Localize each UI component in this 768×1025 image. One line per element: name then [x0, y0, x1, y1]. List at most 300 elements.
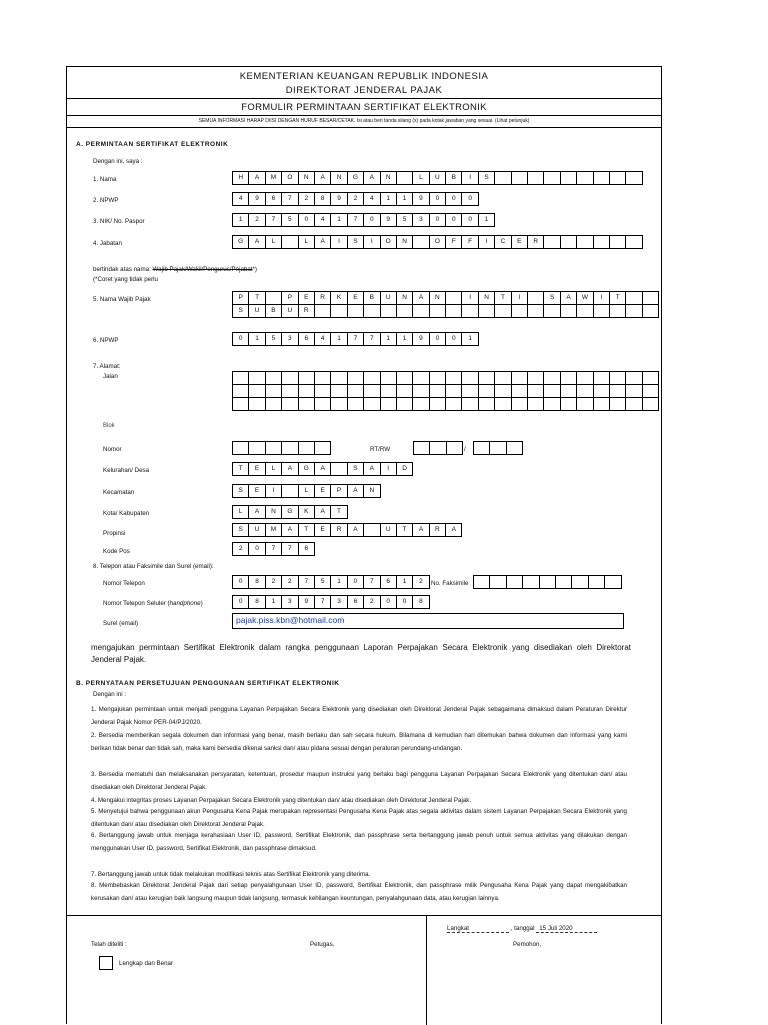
char-box[interactable]: 0	[232, 595, 249, 609]
char-box[interactable]	[539, 575, 556, 589]
char-box[interactable]: L	[232, 505, 249, 519]
char-box[interactable]	[593, 235, 610, 249]
char-box[interactable]	[248, 384, 265, 398]
char-box[interactable]	[281, 235, 298, 249]
char-box[interactable]: 3	[330, 595, 347, 609]
char-box[interactable]: 6	[265, 192, 282, 206]
char-box[interactable]: O	[281, 171, 298, 185]
char-box[interactable]	[560, 171, 577, 185]
char-box[interactable]: 2	[298, 192, 315, 206]
char-box[interactable]	[527, 371, 544, 385]
char-box[interactable]	[588, 575, 605, 589]
char-box[interactable]: L	[298, 235, 315, 249]
char-box[interactable]: N	[265, 505, 282, 519]
char-box[interactable]: 1	[330, 332, 347, 346]
char-box[interactable]	[642, 371, 659, 385]
char-box[interactable]: F	[461, 235, 478, 249]
char-box[interactable]: 7	[347, 332, 364, 346]
char-box[interactable]: A	[347, 484, 364, 498]
char-box[interactable]: E	[314, 523, 331, 537]
char-box[interactable]	[494, 371, 511, 385]
char-box[interactable]	[363, 304, 380, 318]
char-box[interactable]	[265, 384, 282, 398]
char-box[interactable]: E	[248, 462, 265, 476]
char-box[interactable]: 1	[265, 595, 282, 609]
char-box[interactable]	[543, 235, 560, 249]
char-box[interactable]: 7	[314, 595, 331, 609]
char-box[interactable]	[593, 384, 610, 398]
char-box[interactable]	[527, 397, 544, 411]
char-box[interactable]	[363, 384, 380, 398]
char-box[interactable]: T	[609, 291, 626, 305]
char-box[interactable]	[396, 171, 413, 185]
char-box[interactable]: 0	[232, 575, 249, 589]
char-box[interactable]: 0	[232, 332, 249, 346]
char-box[interactable]	[363, 397, 380, 411]
char-box[interactable]	[314, 304, 331, 318]
char-box[interactable]: G	[347, 171, 364, 185]
char-box[interactable]	[281, 484, 298, 498]
char-box[interactable]: 9	[330, 192, 347, 206]
char-box[interactable]	[330, 371, 347, 385]
char-box[interactable]: 9	[298, 595, 315, 609]
char-box[interactable]: N	[363, 484, 380, 498]
char-box[interactable]	[445, 371, 462, 385]
char-box[interactable]: N	[380, 171, 397, 185]
char-box[interactable]	[412, 371, 429, 385]
char-box[interactable]	[330, 304, 347, 318]
char-box[interactable]: S	[232, 484, 249, 498]
char-box[interactable]: 5	[281, 213, 298, 227]
char-box[interactable]: E	[511, 235, 528, 249]
npwp-field[interactable]	[232, 192, 478, 206]
char-box[interactable]	[314, 441, 331, 455]
char-box[interactable]: 6	[380, 575, 397, 589]
char-box[interactable]	[576, 235, 593, 249]
char-box[interactable]: 0	[429, 192, 446, 206]
char-box[interactable]: R	[314, 291, 331, 305]
faksimile-field[interactable]	[473, 575, 621, 589]
char-box[interactable]: 1	[380, 192, 397, 206]
email-field[interactable]: pajak.piss.kbn@hotmail.com	[232, 613, 624, 629]
char-box[interactable]	[560, 371, 577, 385]
char-box[interactable]	[314, 371, 331, 385]
char-box[interactable]: U	[380, 523, 397, 537]
char-box[interactable]: 7	[265, 542, 282, 556]
char-box[interactable]	[330, 397, 347, 411]
char-box[interactable]: 2	[363, 595, 380, 609]
char-box[interactable]: I	[380, 462, 397, 476]
char-box[interactable]: N	[396, 235, 413, 249]
char-box[interactable]	[527, 304, 544, 318]
char-box[interactable]: L	[265, 462, 282, 476]
char-box[interactable]	[625, 371, 642, 385]
char-box[interactable]: F	[445, 235, 462, 249]
char-box[interactable]	[380, 304, 397, 318]
kecamatan-field[interactable]	[232, 484, 380, 498]
char-box[interactable]	[314, 397, 331, 411]
char-box[interactable]: R	[527, 235, 544, 249]
char-box[interactable]	[347, 304, 364, 318]
char-box[interactable]	[445, 304, 462, 318]
char-box[interactable]	[429, 371, 446, 385]
seluler-field[interactable]	[232, 595, 429, 609]
char-box[interactable]: 9	[248, 192, 265, 206]
char-box[interactable]: 8	[248, 595, 265, 609]
char-box[interactable]	[281, 384, 298, 398]
char-box[interactable]: 1	[461, 332, 478, 346]
char-box[interactable]: P	[232, 291, 249, 305]
char-box[interactable]	[396, 397, 413, 411]
char-box[interactable]	[281, 371, 298, 385]
char-box[interactable]	[478, 397, 495, 411]
char-box[interactable]: 7	[347, 213, 364, 227]
char-box[interactable]: B	[265, 304, 282, 318]
char-box[interactable]: 8	[314, 192, 331, 206]
char-box[interactable]: G	[281, 505, 298, 519]
char-box[interactable]	[281, 441, 298, 455]
char-box[interactable]	[642, 304, 659, 318]
char-box[interactable]	[461, 371, 478, 385]
char-box[interactable]	[527, 291, 544, 305]
char-box[interactable]: E	[248, 484, 265, 498]
char-box[interactable]	[265, 291, 282, 305]
char-box[interactable]	[478, 384, 495, 398]
char-box[interactable]	[494, 397, 511, 411]
char-box[interactable]	[330, 462, 347, 476]
char-box[interactable]: R	[298, 304, 315, 318]
char-box[interactable]	[363, 523, 380, 537]
char-box[interactable]: 1	[330, 213, 347, 227]
char-box[interactable]: W	[576, 291, 593, 305]
kelurahan-field[interactable]	[232, 462, 412, 476]
char-box[interactable]: T	[330, 505, 347, 519]
char-box[interactable]	[473, 575, 490, 589]
propinsi-field[interactable]	[232, 523, 461, 537]
char-box[interactable]	[543, 304, 560, 318]
char-box[interactable]: 8	[248, 575, 265, 589]
char-box[interactable]	[248, 371, 265, 385]
char-box[interactable]: 0	[429, 213, 446, 227]
char-box[interactable]	[560, 235, 577, 249]
char-box[interactable]: S	[347, 235, 364, 249]
jalan-field-row1[interactable]	[232, 371, 658, 385]
char-box[interactable]: 9	[412, 332, 429, 346]
char-box[interactable]	[511, 304, 528, 318]
char-box[interactable]	[445, 397, 462, 411]
char-box[interactable]	[625, 304, 642, 318]
char-box[interactable]	[560, 397, 577, 411]
char-box[interactable]: L	[265, 235, 282, 249]
char-box[interactable]: H	[232, 171, 249, 185]
kota-field[interactable]	[232, 505, 347, 519]
char-box[interactable]: 0	[461, 213, 478, 227]
char-box[interactable]: A	[314, 462, 331, 476]
char-box[interactable]	[576, 304, 593, 318]
char-box[interactable]: 1	[396, 192, 413, 206]
char-box[interactable]	[473, 441, 490, 455]
char-box[interactable]: U	[429, 171, 446, 185]
char-box[interactable]	[363, 371, 380, 385]
char-box[interactable]: A	[314, 505, 331, 519]
char-box[interactable]: 1	[248, 332, 265, 346]
char-box[interactable]: S	[232, 304, 249, 318]
char-box[interactable]: 7	[281, 192, 298, 206]
char-box[interactable]	[298, 384, 315, 398]
char-box[interactable]	[461, 304, 478, 318]
char-box[interactable]: U	[281, 304, 298, 318]
char-box[interactable]: R	[330, 523, 347, 537]
char-box[interactable]: 9	[380, 213, 397, 227]
char-box[interactable]: I	[593, 291, 610, 305]
char-box[interactable]	[248, 441, 265, 455]
char-box[interactable]: E	[298, 291, 315, 305]
char-box[interactable]	[571, 575, 588, 589]
char-box[interactable]: S	[478, 171, 495, 185]
char-box[interactable]	[609, 397, 626, 411]
char-box[interactable]: N	[298, 171, 315, 185]
char-box[interactable]	[527, 171, 544, 185]
char-box[interactable]	[461, 397, 478, 411]
char-box[interactable]	[494, 384, 511, 398]
char-box[interactable]: I	[478, 235, 495, 249]
char-box[interactable]	[429, 397, 446, 411]
char-box[interactable]: N	[330, 171, 347, 185]
char-box[interactable]	[489, 575, 506, 589]
char-box[interactable]	[625, 235, 642, 249]
char-box[interactable]	[265, 441, 282, 455]
char-box[interactable]	[232, 384, 249, 398]
char-box[interactable]: I	[363, 235, 380, 249]
char-box[interactable]	[461, 384, 478, 398]
char-box[interactable]: I	[265, 484, 282, 498]
char-box[interactable]: L	[412, 171, 429, 185]
char-box[interactable]	[543, 397, 560, 411]
char-box[interactable]: A	[281, 523, 298, 537]
char-box[interactable]	[543, 171, 560, 185]
char-box[interactable]	[609, 235, 626, 249]
char-box[interactable]: T	[396, 523, 413, 537]
char-box[interactable]: A	[314, 171, 331, 185]
char-box[interactable]	[555, 575, 572, 589]
char-box[interactable]	[380, 384, 397, 398]
char-box[interactable]	[412, 397, 429, 411]
char-box[interactable]: L	[298, 484, 315, 498]
char-box[interactable]: A	[248, 235, 265, 249]
char-box[interactable]	[593, 397, 610, 411]
char-box[interactable]: 2	[347, 192, 364, 206]
char-box[interactable]	[576, 171, 593, 185]
char-box[interactable]	[609, 371, 626, 385]
char-box[interactable]: N	[478, 291, 495, 305]
char-box[interactable]	[593, 371, 610, 385]
char-box[interactable]: 2	[248, 213, 265, 227]
char-box[interactable]: 0	[445, 192, 462, 206]
char-box[interactable]: 0	[445, 213, 462, 227]
char-box[interactable]: 1	[478, 213, 495, 227]
char-box[interactable]: 3	[281, 595, 298, 609]
char-box[interactable]: 6	[347, 595, 364, 609]
char-box[interactable]: G	[232, 235, 249, 249]
char-box[interactable]	[298, 371, 315, 385]
char-box[interactable]: 7	[265, 213, 282, 227]
char-box[interactable]	[412, 384, 429, 398]
char-box[interactable]: 0	[396, 595, 413, 609]
nama-field[interactable]	[232, 171, 642, 185]
char-box[interactable]: O	[380, 235, 397, 249]
char-box[interactable]: S	[232, 523, 249, 537]
char-box[interactable]	[232, 397, 249, 411]
char-box[interactable]	[248, 397, 265, 411]
char-box[interactable]	[445, 384, 462, 398]
char-box[interactable]: 1	[232, 213, 249, 227]
char-box[interactable]: A	[412, 523, 429, 537]
char-box[interactable]: A	[363, 171, 380, 185]
char-box[interactable]	[489, 441, 506, 455]
char-box[interactable]: 4	[363, 192, 380, 206]
char-box[interactable]	[625, 291, 642, 305]
rw-field[interactable]	[473, 441, 522, 455]
char-box[interactable]	[412, 235, 429, 249]
char-box[interactable]: 5	[314, 575, 331, 589]
char-box[interactable]	[478, 371, 495, 385]
char-box[interactable]	[396, 371, 413, 385]
char-box[interactable]	[298, 441, 315, 455]
jabatan-field[interactable]	[232, 235, 642, 249]
char-box[interactable]	[543, 384, 560, 398]
char-box[interactable]: 1	[380, 332, 397, 346]
char-box[interactable]	[412, 304, 429, 318]
char-box[interactable]	[232, 441, 249, 455]
char-box[interactable]	[609, 384, 626, 398]
char-box[interactable]: 9	[412, 192, 429, 206]
char-box[interactable]	[446, 441, 463, 455]
kodepos-field[interactable]	[232, 542, 314, 556]
char-box[interactable]	[478, 304, 495, 318]
char-box[interactable]: A	[248, 171, 265, 185]
char-box[interactable]	[380, 371, 397, 385]
char-box[interactable]: N	[429, 291, 446, 305]
char-box[interactable]	[265, 371, 282, 385]
char-box[interactable]: 1	[396, 332, 413, 346]
char-box[interactable]: D	[396, 462, 413, 476]
char-box[interactable]: R	[429, 523, 446, 537]
char-box[interactable]	[625, 171, 642, 185]
char-box[interactable]	[609, 304, 626, 318]
char-box[interactable]: B	[445, 171, 462, 185]
char-box[interactable]: 3	[412, 213, 429, 227]
char-box[interactable]: 0	[347, 575, 364, 589]
char-box[interactable]: 7	[363, 332, 380, 346]
char-box[interactable]: 8	[412, 595, 429, 609]
char-box[interactable]: I	[511, 291, 528, 305]
char-box[interactable]: 4	[314, 213, 331, 227]
char-box[interactable]: P	[281, 291, 298, 305]
char-box[interactable]: A	[347, 523, 364, 537]
char-box[interactable]: 4	[314, 332, 331, 346]
char-box[interactable]: M	[265, 523, 282, 537]
char-box[interactable]: A	[281, 462, 298, 476]
char-box[interactable]: C	[494, 235, 511, 249]
char-box[interactable]	[642, 384, 659, 398]
char-box[interactable]: I	[330, 235, 347, 249]
jalan-field-row2[interactable]	[232, 384, 658, 398]
char-box[interactable]	[314, 384, 331, 398]
char-box[interactable]	[560, 304, 577, 318]
char-box[interactable]	[347, 397, 364, 411]
char-box[interactable]: O	[429, 235, 446, 249]
char-box[interactable]	[330, 384, 347, 398]
char-box[interactable]	[511, 371, 528, 385]
char-box[interactable]: G	[298, 462, 315, 476]
char-box[interactable]	[527, 384, 544, 398]
char-box[interactable]: I	[461, 291, 478, 305]
char-box[interactable]	[511, 171, 528, 185]
char-box[interactable]	[506, 441, 523, 455]
char-box[interactable]: T	[494, 291, 511, 305]
char-box[interactable]: E	[314, 484, 331, 498]
char-box[interactable]: T	[298, 523, 315, 537]
char-box[interactable]: U	[248, 304, 265, 318]
nik-field[interactable]	[232, 213, 494, 227]
char-box[interactable]: K	[298, 505, 315, 519]
char-box[interactable]: 7	[281, 542, 298, 556]
char-box[interactable]	[265, 397, 282, 411]
char-box[interactable]: 3	[281, 332, 298, 346]
char-box[interactable]: 6	[298, 542, 315, 556]
char-box[interactable]	[429, 441, 446, 455]
wp-name-field-row1[interactable]	[232, 291, 658, 305]
char-box[interactable]	[380, 397, 397, 411]
char-box[interactable]	[429, 384, 446, 398]
char-box[interactable]: T	[248, 291, 265, 305]
char-box[interactable]	[576, 397, 593, 411]
char-box[interactable]: 0	[461, 192, 478, 206]
jalan-field-row3[interactable]	[232, 397, 658, 411]
char-box[interactable]: 1	[330, 575, 347, 589]
char-box[interactable]: T	[232, 462, 249, 476]
char-box[interactable]: A	[314, 235, 331, 249]
char-box[interactable]: U	[380, 291, 397, 305]
char-box[interactable]: A	[412, 291, 429, 305]
char-box[interactable]	[511, 384, 528, 398]
char-box[interactable]: 5	[396, 213, 413, 227]
char-box[interactable]: P	[330, 484, 347, 498]
char-box[interactable]: N	[396, 291, 413, 305]
char-box[interactable]	[522, 575, 539, 589]
char-box[interactable]: 7	[363, 575, 380, 589]
char-box[interactable]	[232, 371, 249, 385]
char-box[interactable]: I	[461, 171, 478, 185]
char-box[interactable]: A	[445, 523, 462, 537]
char-box[interactable]	[396, 304, 413, 318]
char-box[interactable]	[609, 171, 626, 185]
lengkap-checkbox[interactable]	[99, 956, 113, 970]
char-box[interactable]: 7	[298, 575, 315, 589]
telepon-field[interactable]	[232, 575, 429, 589]
char-box[interactable]: A	[363, 462, 380, 476]
char-box[interactable]: 1	[396, 575, 413, 589]
char-box[interactable]	[511, 397, 528, 411]
char-box[interactable]	[576, 371, 593, 385]
wp-npwp-field[interactable]	[232, 332, 478, 346]
char-box[interactable]: 0	[445, 332, 462, 346]
char-box[interactable]	[396, 384, 413, 398]
nomor-field[interactable]	[232, 441, 330, 455]
char-box[interactable]	[281, 397, 298, 411]
char-box[interactable]: 2	[281, 575, 298, 589]
char-box[interactable]	[494, 171, 511, 185]
